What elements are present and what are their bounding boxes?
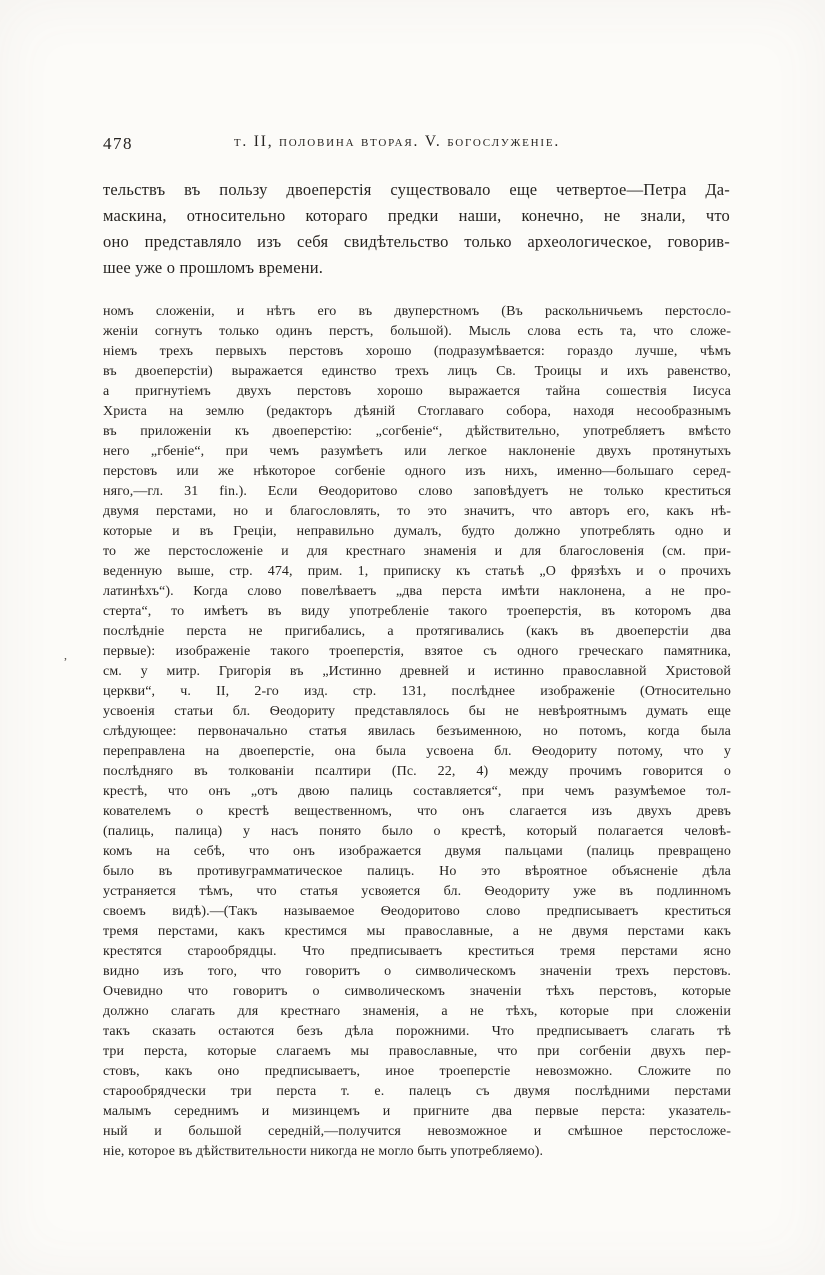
footnote-text-line: стовъ, какъ оно предписываетъ, иное троеперстіе невозможно. Сложите по [103,1064,731,1079]
footnote-text-line: веденную выше, стр. 474, прим. 1, приписку къ статьѣ „О фрязѣхъ и о прочихъ [103,564,731,579]
page-number: 478 [103,134,133,153]
footnote-text-line: своемъ видѣ).—(Такъ называемое Ѳеодоритово слово предписываетъ креститься [103,904,731,919]
footnote-text-line: двумя перстами, но и благословлять, то это значитъ, что авторъ его, какъ нѣ- [103,504,731,519]
footnote-text-line: старообрядчески три перста т. е. палецъ съ двумя послѣдними перстами [103,1084,731,1099]
footnote-text-line: (палиць, палица) у насъ понято было о крестѣ, который полагается человѣ- [103,824,731,839]
footnote-text-line: ніе, которое въ дѣйствительности никогда не могло быть употребляемо). [103,1144,544,1159]
footnote-text-line: крестятся старообрядцы. Что предписываетъ креститься тремя перстами ясно [103,944,731,959]
body-text-line: шее уже о прошломъ времени. [103,258,324,277]
footnote-text-line: а пригнутіемъ двухъ перстовъ хорошо выражается тайна сошествія Іисуса [103,384,731,399]
footnote-text-line: Христа на землю (редакторъ дѣяній Стоглаваго собора, находя несообразнымъ [103,404,731,419]
footnote-text-line: церкви“, ч. II, 2-го изд. стр. 131, послѣднее изображеніе (Относительно [103,684,731,699]
footnote-text-line: него „гбеніе“, при чемъ разумѣетъ или легкое наклоненіе двухъ протянутыхъ [103,444,731,459]
footnote-text-line: было въ противуграмматическое палицъ. Но это вѣроятное объясненіе дѣла [103,864,731,879]
footnote-text-line: малымъ середнимъ и мизинцемъ и пригните два первые перста: указатель- [103,1104,731,1119]
footnote-text-line: въ двоеперстіи) выражается единство трехъ лицъ Св. Троицы и ихъ равенство, [103,364,731,379]
footnote-text-line: крестѣ, что онъ „отъ двою палиць составляется“, при чемъ разумѣемое тол- [103,784,731,799]
running-header [103,133,730,157]
footnote-text-line: первые): изображеніе такого троеперстія, взятое съ одного греческаго памятника, [103,644,731,659]
margin-artifact-mark: , [64,648,67,662]
body-text-line: оно представляло изъ себя свидѣтельство только археологическое, говорив- [103,232,730,251]
footnote-text-line: переправлена на двоеперстіе, она была усвоена бл. Ѳеодориту потому, что у [103,744,731,759]
body-text-line: маскина, относительно котораго предки наши, конечно, не знали, что [103,206,730,225]
footnote-text-line: усвоенія статьи бл. Ѳеодориту представлялось бы не невѣроятнымъ думать еще [103,704,731,719]
footnote-text-line: послѣдніе перста не пригибались, а протягивались (какъ въ двоеперстіи два [103,624,731,639]
footnote-text-line: ніемъ трехъ первыхъ перстовъ хорошо (подразумѣвается: гораздо лучше, чѣмъ [103,344,731,359]
footnote-text-line: перстовъ или же нѣкоторое согбеніе одного изъ нихъ, именно—большаго серед- [103,464,731,479]
running-header-title: т. II, половина вторая. V. богослуженіе. [233,133,561,150]
body-text-line: тельствъ въ пользу двоеперстія существовало еще четвертое—Петра Да- [103,180,730,199]
footnote-text-line: комъ на себѣ, что онъ изображается двумя пальцами (палиць превращено [103,844,731,859]
footnote-text-line: Очевидно что говоритъ о символическомъ значеніи тѣхъ перстовъ, которые [103,984,731,999]
footnote-text-line: няго,—гл. 31 fin.). Если Ѳеодоритово слово заповѣдуетъ не только креститься [103,484,731,499]
footnote-text-line: женіи согнутъ только одинъ перстъ, большой). Мысль слова есть та, что сложе- [103,324,731,339]
footnote-text-line: видно изъ того, что говоритъ о символическомъ значеніи трехъ перстовъ. [103,964,731,979]
footnote-text-line: номъ сложеніи, и нѣтъ его въ двуперстномъ (Въ раскольничьемъ перстосло- [103,304,731,319]
footnote-text-line: кователемъ о крестѣ вещественномъ, что онъ слагается изъ двухъ древъ [103,804,731,819]
footnote-text-line: три перста, которые слагаемъ мы православные, что при согбеніи двухъ пер- [103,1044,731,1059]
footnote-block [103,302,731,1162]
footnote-text-line: въ приложеніи къ двоеперстію: „согбеніе“, дѣйствительно, употребляетъ вмѣсто [103,424,731,439]
footnote-text-line: см. у митр. Григорія въ „Истинно древней и истинно православной Христовой [103,664,731,679]
main-paragraph [103,177,730,281]
footnote-text-line: которые и въ Греціи, неправильно думалъ, будто должно употреблять одно и [103,524,731,539]
footnote-text-line: такъ сказать остаются безъ дѣла порожними. Что предписываетъ слагать тѣ [103,1024,731,1039]
footnote-text-line: тремя перстами, какъ крестимся мы православные, а не двумя перстами какъ [103,924,731,939]
footnote-text-line: то же перстосложеніе и для крестнаго знаменія и для благословенія (см. при- [103,544,731,559]
footnote-text-line: устраняется тѣмъ, что статья усвояется бл. Ѳеодориту уже въ подлинномъ [103,884,731,899]
footnote-text-line: стерта“, то имѣетъ въ виду употребленіе такого троеперстія, въ которомъ два [103,604,731,619]
footnote-text-line: послѣдняго въ толкованіи псалтири (Пс. 22, 4) между прочимъ говорится о [103,764,731,779]
footnote-text-line: ный и большой середній,—получится невозможное и смѣшное перстосложе- [103,1124,731,1139]
footnote-text-line: латинѣхъ“). Когда слово повелѣваетъ „два перста имѣти наклонена, а не про- [103,584,731,599]
footnote-text-line: слѣдующее: первоначально статья явилась безъименною, но потомъ, когда была [103,724,731,739]
footnote-text-line: должно слагать для крестнаго знаменія, а не тѣхъ, которые при сложеніи [103,1004,731,1019]
